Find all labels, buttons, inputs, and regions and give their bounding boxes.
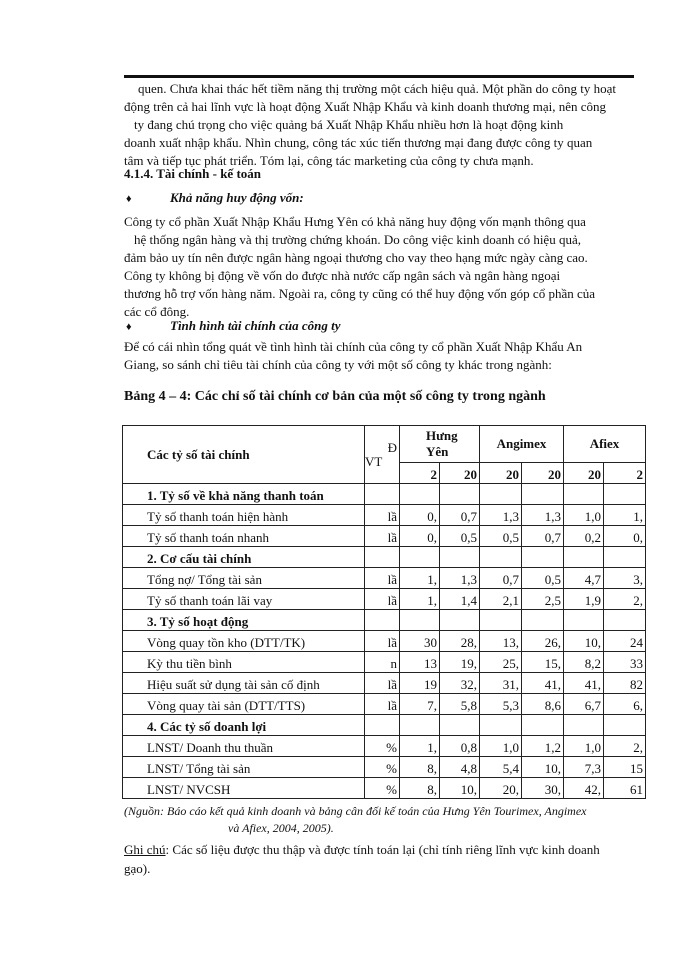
header-year: 20 <box>564 463 604 484</box>
unit-cell <box>365 484 400 505</box>
value-cell: 33 <box>604 652 646 673</box>
capital-line: các cổ đông. <box>124 304 190 319</box>
value-cell: 61 <box>604 778 646 799</box>
diamond-icon: ♦ <box>126 321 132 333</box>
value-cell: 5,3 <box>480 694 522 715</box>
value-cell: 5,8 <box>440 694 480 715</box>
unit-cell: lầ <box>365 694 400 715</box>
value-cell: 7,3 <box>564 757 604 778</box>
value-cell <box>400 610 440 631</box>
note-line: gạo). <box>124 861 151 876</box>
note-label: Ghi chú <box>124 842 166 857</box>
value-cell: 13, <box>480 631 522 652</box>
value-cell <box>564 610 604 631</box>
bullet-heading-finance <box>124 318 341 334</box>
value-cell: 0,7 <box>522 526 564 547</box>
value-cell: 1,0 <box>564 736 604 757</box>
value-cell: 31, <box>480 673 522 694</box>
value-cell <box>480 484 522 505</box>
ratio-label: Tỷ số thanh toán lãi vay <box>123 589 365 610</box>
financial-ratios-table <box>122 425 646 799</box>
bullet-title: Tình hình tài chính của công ty <box>170 318 341 333</box>
table-group-row <box>123 610 646 631</box>
intro-line: doanh xuất nhập khẩu. Nhìn chung, công tác xúc tiến thương mại đang được công ty quan <box>124 135 593 150</box>
intro-line: ty đang chú trọng cho việc quảng bá Xuất Nhập Khẩu nhiều hơn là hoạt động kinh <box>134 117 564 132</box>
value-cell: 1,0 <box>480 736 522 757</box>
value-cell: 1, <box>400 589 440 610</box>
finance-line: Giang, so sánh chỉ tiêu tài chính của công ty với một số công ty khác trong ngành: <box>124 357 552 372</box>
unit-cell <box>365 715 400 736</box>
ratio-label: Tỷ số thanh toán nhanh <box>123 526 365 547</box>
value-cell: 26, <box>522 631 564 652</box>
header-unit: Đ VT <box>365 426 400 484</box>
value-cell: 8,2 <box>564 652 604 673</box>
capital-line: đảm bảo uy tín nên được ngân hàng ngoại thương cho vay theo hạng mức ngày càng cao. <box>124 250 588 265</box>
unit-cell: lầ <box>365 568 400 589</box>
top-rule <box>124 75 634 78</box>
value-cell <box>440 547 480 568</box>
value-cell: 8,6 <box>522 694 564 715</box>
value-cell <box>400 715 440 736</box>
value-cell: 0,8 <box>440 736 480 757</box>
unit-cell: lầ <box>365 526 400 547</box>
value-cell: 3, <box>604 568 646 589</box>
header-company-angimex: Angimex <box>480 426 564 463</box>
capital-line: Công ty không bị động về vốn do được nhà nước cấp ngân sách và ngân hàng ngoại <box>124 268 561 283</box>
value-cell: 1,2 <box>522 736 564 757</box>
value-cell: 7, <box>400 694 440 715</box>
value-cell <box>440 715 480 736</box>
value-cell: 0, <box>604 526 646 547</box>
capital-line: hệ thống ngân hàng và thị trường chứng khoán. Do công việc kinh doanh có hiệu quả, <box>134 232 581 247</box>
value-cell: 1, <box>400 736 440 757</box>
header-year: 20 <box>522 463 564 484</box>
capital-line: Công ty cổ phần Xuất Nhập Khẩu Hưng Yên có khả năng huy động vốn mạnh thông qua <box>124 214 586 229</box>
table-row <box>123 736 646 757</box>
table-row <box>123 652 646 673</box>
unit-cell: % <box>365 736 400 757</box>
ratio-label: LNST/ Tổng tài sản <box>123 757 365 778</box>
diamond-icon: ♦ <box>126 193 132 205</box>
section-heading: 4.1.4. Tài chính - kế toán <box>124 166 262 181</box>
note-paragraph <box>124 840 646 878</box>
value-cell: 1,3 <box>480 505 522 526</box>
header-company-afiex: Afiex <box>564 426 646 463</box>
value-cell: 1,0 <box>564 505 604 526</box>
source-note <box>124 803 586 837</box>
value-cell: 0, <box>400 526 440 547</box>
value-cell <box>480 715 522 736</box>
table-row <box>123 568 646 589</box>
unit-cell: lầ <box>365 505 400 526</box>
unit-cell <box>365 610 400 631</box>
value-cell: 10, <box>440 778 480 799</box>
value-cell <box>604 547 646 568</box>
value-cell: 24 <box>604 631 646 652</box>
unit-cell: n <box>365 652 400 673</box>
group-label: 1. Tỷ số về khả năng thanh toán <box>123 484 365 505</box>
table-row <box>123 526 646 547</box>
ratio-label: LNST/ NVCSH <box>123 778 365 799</box>
value-cell: 8, <box>400 778 440 799</box>
header-year: 2 <box>400 463 440 484</box>
unit-cell: lầ <box>365 589 400 610</box>
value-cell: 0,5 <box>480 526 522 547</box>
value-cell: 8, <box>400 757 440 778</box>
value-cell: 15 <box>604 757 646 778</box>
value-cell: 19 <box>400 673 440 694</box>
intro-paragraph <box>124 80 646 170</box>
header-ratio-label: Các tỷ số tài chính <box>123 426 365 484</box>
value-cell: 1,4 <box>440 589 480 610</box>
value-cell <box>522 610 564 631</box>
table-group-row <box>123 715 646 736</box>
header-year: 2 <box>604 463 646 484</box>
value-cell: 41, <box>522 673 564 694</box>
header-company-hung-yen: Hưng Yên <box>400 426 480 463</box>
value-cell <box>440 484 480 505</box>
unit-cell: lầ <box>365 631 400 652</box>
value-cell <box>604 610 646 631</box>
value-cell: 42, <box>564 778 604 799</box>
value-cell: 30, <box>522 778 564 799</box>
value-cell <box>522 484 564 505</box>
value-cell: 4,7 <box>564 568 604 589</box>
value-cell: 13 <box>400 652 440 673</box>
ratio-label: Vòng quay tài sản (DTT/TTS) <box>123 694 365 715</box>
table-row <box>123 757 646 778</box>
table-row <box>123 694 646 715</box>
value-cell: 1, <box>604 505 646 526</box>
value-cell: 1,3 <box>440 568 480 589</box>
finance-line: Để có cái nhìn tổng quát về tình hình tài chính của công ty cổ phần Xuất Nhập Khẩu An <box>124 339 583 354</box>
table-row <box>123 589 646 610</box>
value-cell: 0, <box>400 505 440 526</box>
value-cell <box>522 715 564 736</box>
value-cell: 2,5 <box>522 589 564 610</box>
value-cell: 10, <box>522 757 564 778</box>
value-cell: 2,1 <box>480 589 522 610</box>
unit-cell: % <box>365 778 400 799</box>
value-cell: 0,5 <box>522 568 564 589</box>
capital-paragraph <box>124 213 646 321</box>
table-row <box>123 505 646 526</box>
table-row <box>123 778 646 799</box>
table-row <box>123 631 646 652</box>
bullet-title: Khả năng huy động vốn: <box>170 190 304 205</box>
ratio-label: Kỳ thu tiền bình <box>123 652 365 673</box>
value-cell: 41, <box>564 673 604 694</box>
value-cell: 1, <box>400 568 440 589</box>
group-label: 2. Cơ cấu tài chính <box>123 547 365 568</box>
ratio-label: Tỷ số thanh toán hiện hành <box>123 505 365 526</box>
value-cell: 2, <box>604 736 646 757</box>
value-cell: 6,7 <box>564 694 604 715</box>
header-year: 20 <box>440 463 480 484</box>
group-label: 4. Các tỷ số doanh lợi <box>123 715 365 736</box>
source-line: và Afiex, 2004, 2005). <box>228 821 334 835</box>
ratio-label: Hiệu suất sử dụng tài sản cố định <box>123 673 365 694</box>
value-cell: 28, <box>440 631 480 652</box>
value-cell <box>480 547 522 568</box>
finance-paragraph <box>124 338 646 374</box>
intro-line: động trên cả hai lĩnh vực là hoạt động Xuất Nhập Khẩu và kinh doanh thương mại, nên công <box>124 99 606 114</box>
header-year: 20 <box>480 463 522 484</box>
unit-cell <box>365 547 400 568</box>
intro-line: tâm và tiếp tục phát triển. Tóm lại, công tác marketing của công ty chưa mạnh. <box>124 153 534 168</box>
value-cell <box>564 547 604 568</box>
value-cell <box>564 715 604 736</box>
value-cell <box>480 610 522 631</box>
capital-line: thương hỗ trợ vốn hàng năm. Ngoài ra, công ty cũng có thể huy động vốn góp cổ phần của <box>124 286 596 301</box>
ratio-label: LNST/ Doanh thu thuần <box>123 736 365 757</box>
bullet-heading-capital <box>124 190 304 206</box>
ratio-label: Vòng quay tồn kho (DTT/TK) <box>123 631 365 652</box>
value-cell: 0,5 <box>440 526 480 547</box>
value-cell <box>400 484 440 505</box>
value-cell <box>400 547 440 568</box>
group-label: 3. Tỷ số hoạt động <box>123 610 365 631</box>
source-line: (Nguồn: Báo cáo kết quả kinh doanh và bảng cân đối kế toán của Hưng Yên Tourimex, Angimex <box>124 804 587 818</box>
table-group-row <box>123 484 646 505</box>
value-cell: 82 <box>604 673 646 694</box>
value-cell <box>440 610 480 631</box>
value-cell: 19, <box>440 652 480 673</box>
value-cell <box>522 547 564 568</box>
value-cell: 30 <box>400 631 440 652</box>
unit-cell: % <box>365 757 400 778</box>
value-cell: 20, <box>480 778 522 799</box>
value-cell: 0,2 <box>564 526 604 547</box>
value-cell <box>564 484 604 505</box>
value-cell: 6, <box>604 694 646 715</box>
table-title: Bảng 4 – 4: Các chỉ số tài chính cơ bản của một số công ty trong ngành <box>124 389 546 404</box>
value-cell: 10, <box>564 631 604 652</box>
table-row <box>123 673 646 694</box>
value-cell <box>604 715 646 736</box>
unit-cell: lầ <box>365 673 400 694</box>
value-cell: 1,9 <box>564 589 604 610</box>
intro-line: quen. Chưa khai thác hết tiềm năng thị trường một cách hiệu quả. Một phần do công ty hoạt <box>138 81 617 96</box>
table-group-row <box>123 547 646 568</box>
value-cell: 2, <box>604 589 646 610</box>
value-cell: 25, <box>480 652 522 673</box>
value-cell: 1,3 <box>522 505 564 526</box>
note-text: : Các số liệu được thu thập và được tính toán lại (chỉ tính riêng lĩnh vực kinh doanh <box>165 842 600 857</box>
ratio-label: Tổng nợ/ Tổng tài sản <box>123 568 365 589</box>
value-cell: 4,8 <box>440 757 480 778</box>
value-cell: 5,4 <box>480 757 522 778</box>
value-cell: 32, <box>440 673 480 694</box>
value-cell <box>604 484 646 505</box>
value-cell: 0,7 <box>480 568 522 589</box>
value-cell: 0,7 <box>440 505 480 526</box>
value-cell: 15, <box>522 652 564 673</box>
